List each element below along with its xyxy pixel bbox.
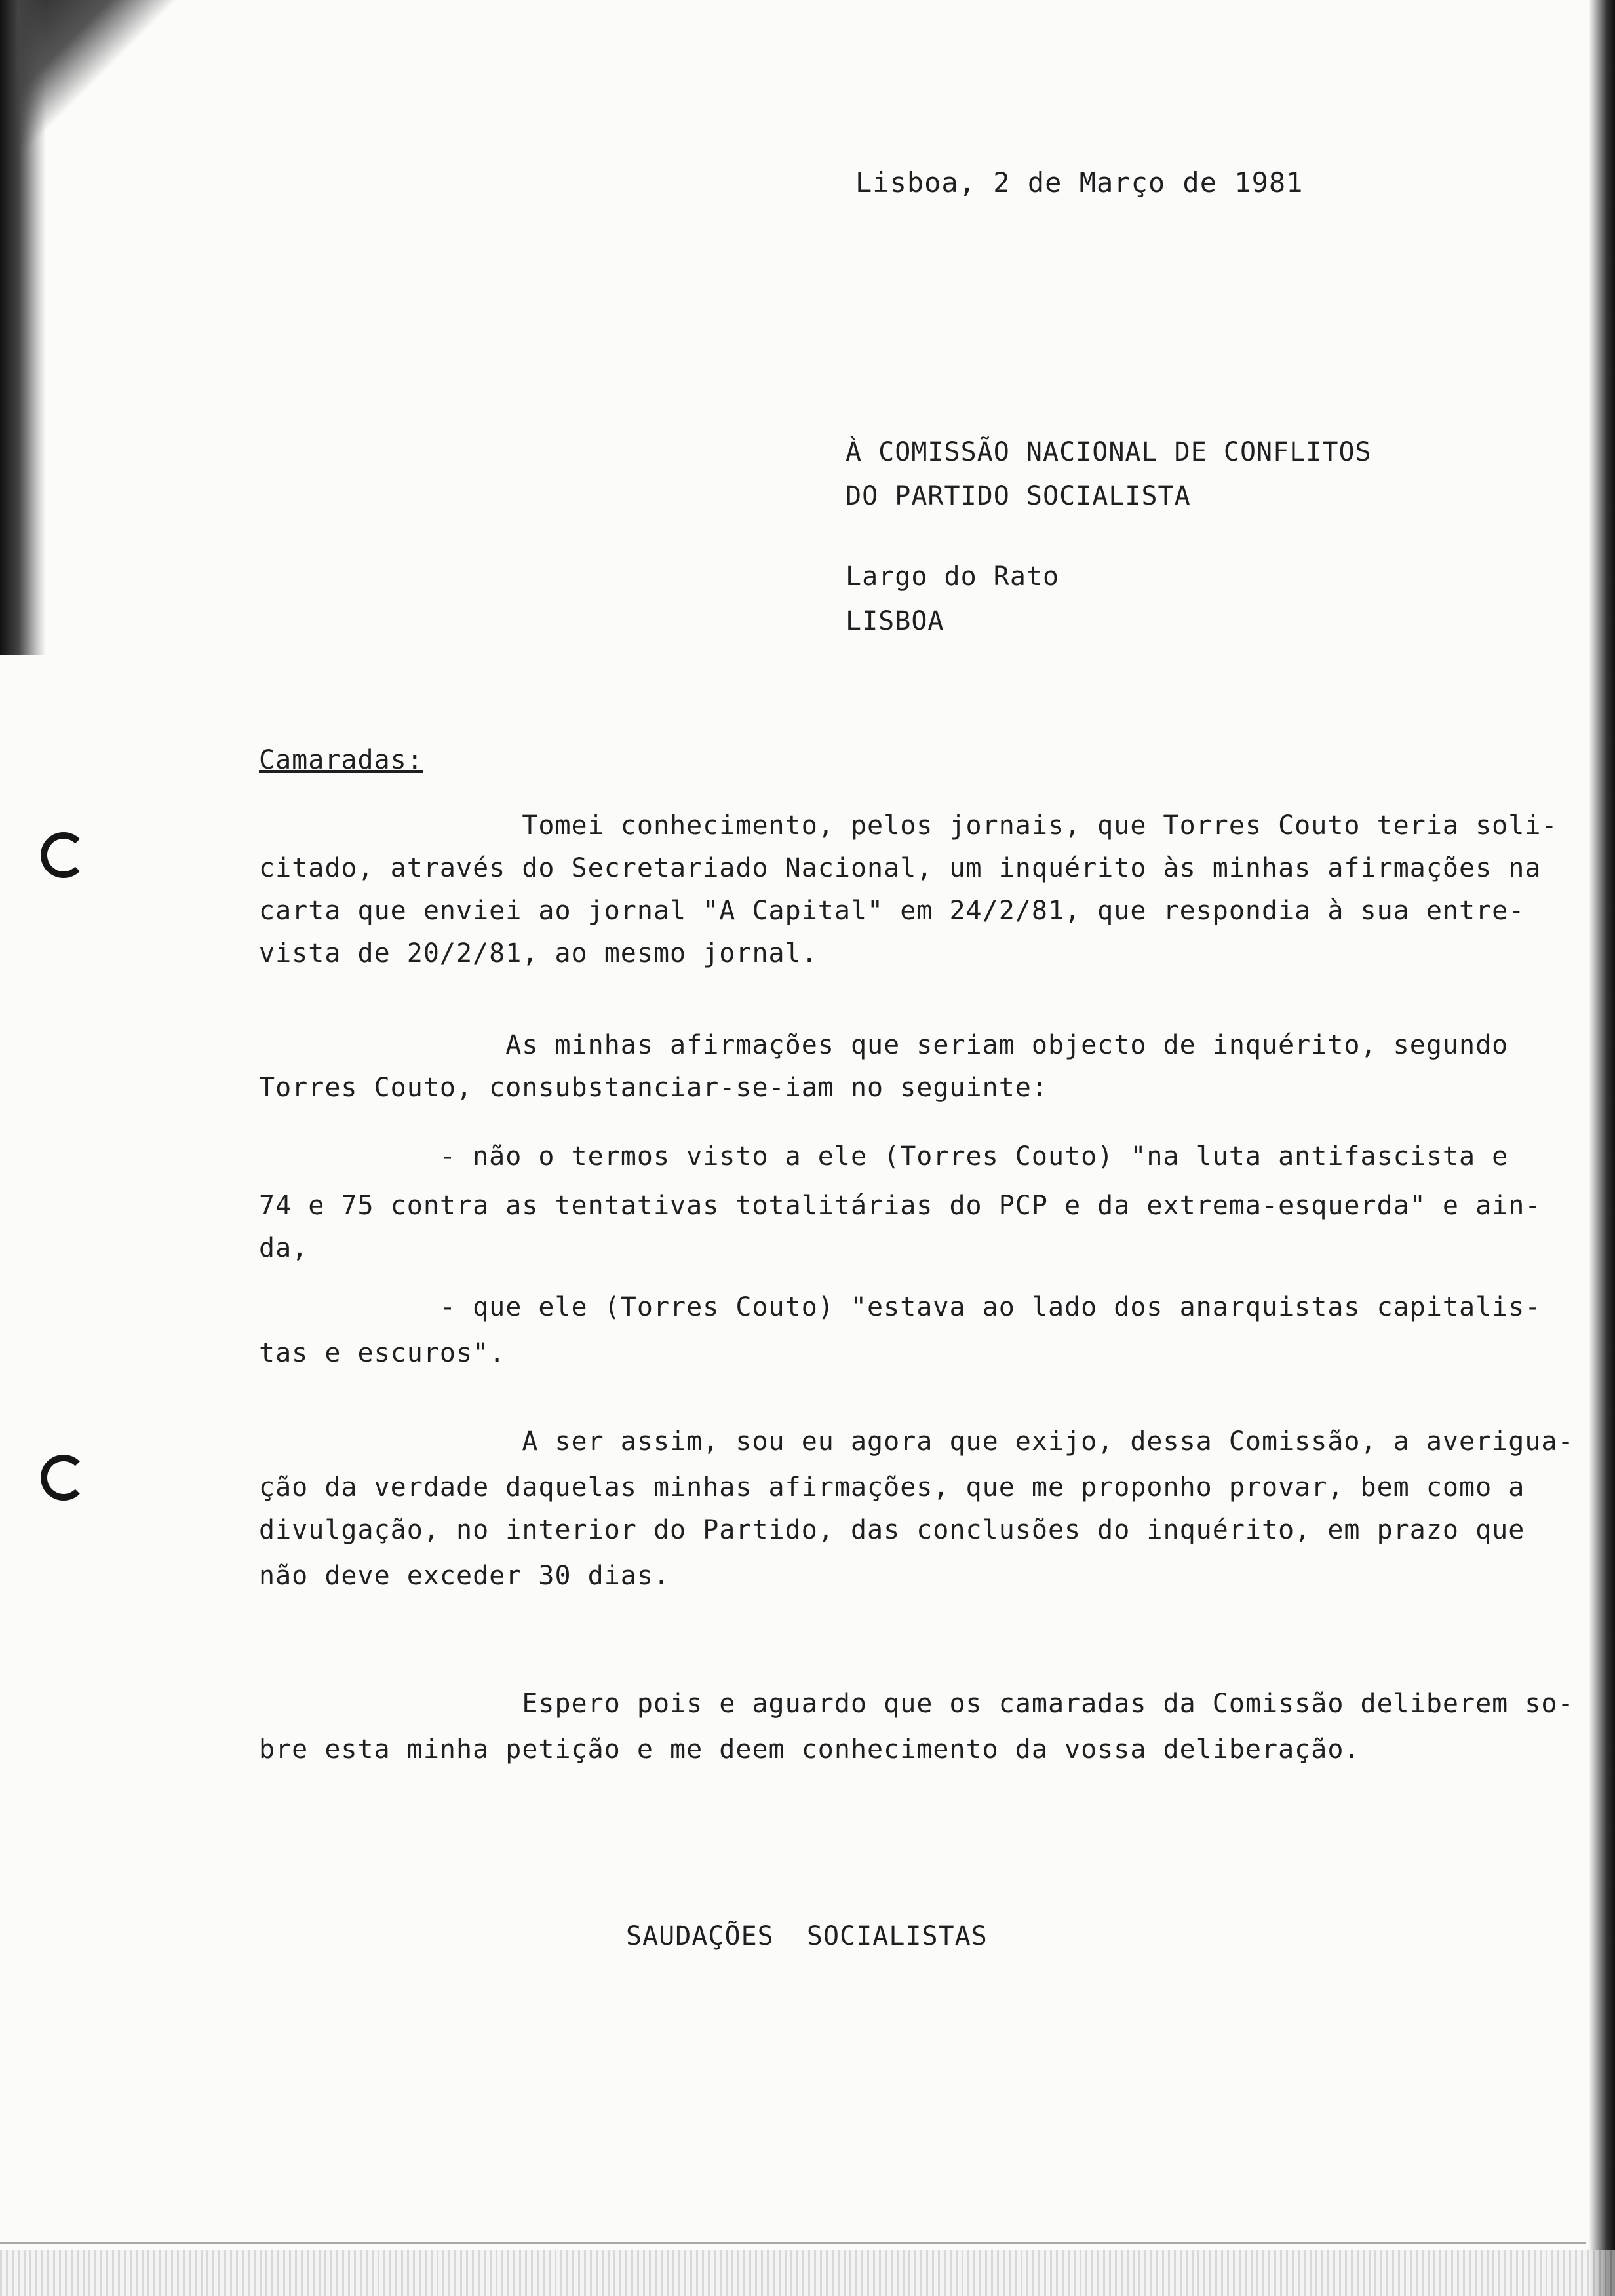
body-line: 74 e 75 contra as tentativas totalitárias do PCP e da extrema-esquerda" e ain-	[259, 1191, 1542, 1221]
body-line: Tomei conhecimento, pelos jornais, que Torres Couto teria soli-	[259, 811, 1558, 841]
body-line: Espero pois e aguardo que os camaradas da Comissão deliberem so-	[259, 1689, 1574, 1719]
body-line: tas e escuros".	[259, 1338, 506, 1368]
body-line: - que ele (Torres Couto) "estava ao lado dos anarquistas capitalis-	[259, 1292, 1542, 1322]
body-line: ção da verdade daquelas minhas afirmações, que me proponho provar, bem como a	[259, 1472, 1525, 1502]
body-line: da,	[259, 1233, 309, 1263]
letter-date: Lisboa, 2 de Março de 1981	[855, 166, 1304, 199]
scan-shadow-right	[1589, 0, 1615, 2296]
recipient-line-1: À COMISSÃO NACIONAL DE CONFLITOS	[846, 437, 1372, 467]
body-line: divulgação, no interior do Partido, das conclusões do inquérito, em prazo que	[259, 1515, 1525, 1545]
body-line: carta que enviei ao jornal "A Capital" em 24/2/81, que respondia à sua entre-	[259, 896, 1525, 926]
body-line: bre esta minha petição e me deem conhecimento da vossa deliberação.	[259, 1734, 1361, 1765]
scan-shadow-left	[0, 0, 46, 655]
punch-hole-icon	[41, 1455, 87, 1501]
closing: SAUDAÇÕES SOCIALISTAS	[626, 1921, 988, 1951]
body-line: - não o termos visto a ele (Torres Couto) "na luta antifascista e	[259, 1141, 1509, 1172]
punch-hole-icon	[41, 832, 87, 878]
recipient-city: LISBOA	[846, 606, 944, 636]
scan-shadow-bottom	[0, 2250, 1615, 2296]
recipient-line-2: DO PARTIDO SOCIALISTA	[846, 481, 1191, 511]
body-line: citado, através do Secretariado Nacional, um inquérito às minhas afirmações na	[259, 853, 1542, 883]
salutation: Camaradas:	[259, 745, 423, 775]
body-line: Torres Couto, consubstanciar-se-iam no seguinte:	[259, 1073, 1048, 1103]
body-line: vista de 20/2/81, ao mesmo jornal.	[259, 938, 818, 968]
body-line: As minhas afirmações que seriam objecto de inquérito, segundo	[259, 1030, 1509, 1060]
body-line: A ser assim, sou eu agora que exijo, dessa Comissão, a averigua-	[259, 1426, 1574, 1457]
recipient-street: Largo do Rato	[846, 562, 1060, 592]
body-line: não deve exceder 30 dias.	[259, 1561, 671, 1591]
scan-edge-line	[0, 2242, 1586, 2244]
